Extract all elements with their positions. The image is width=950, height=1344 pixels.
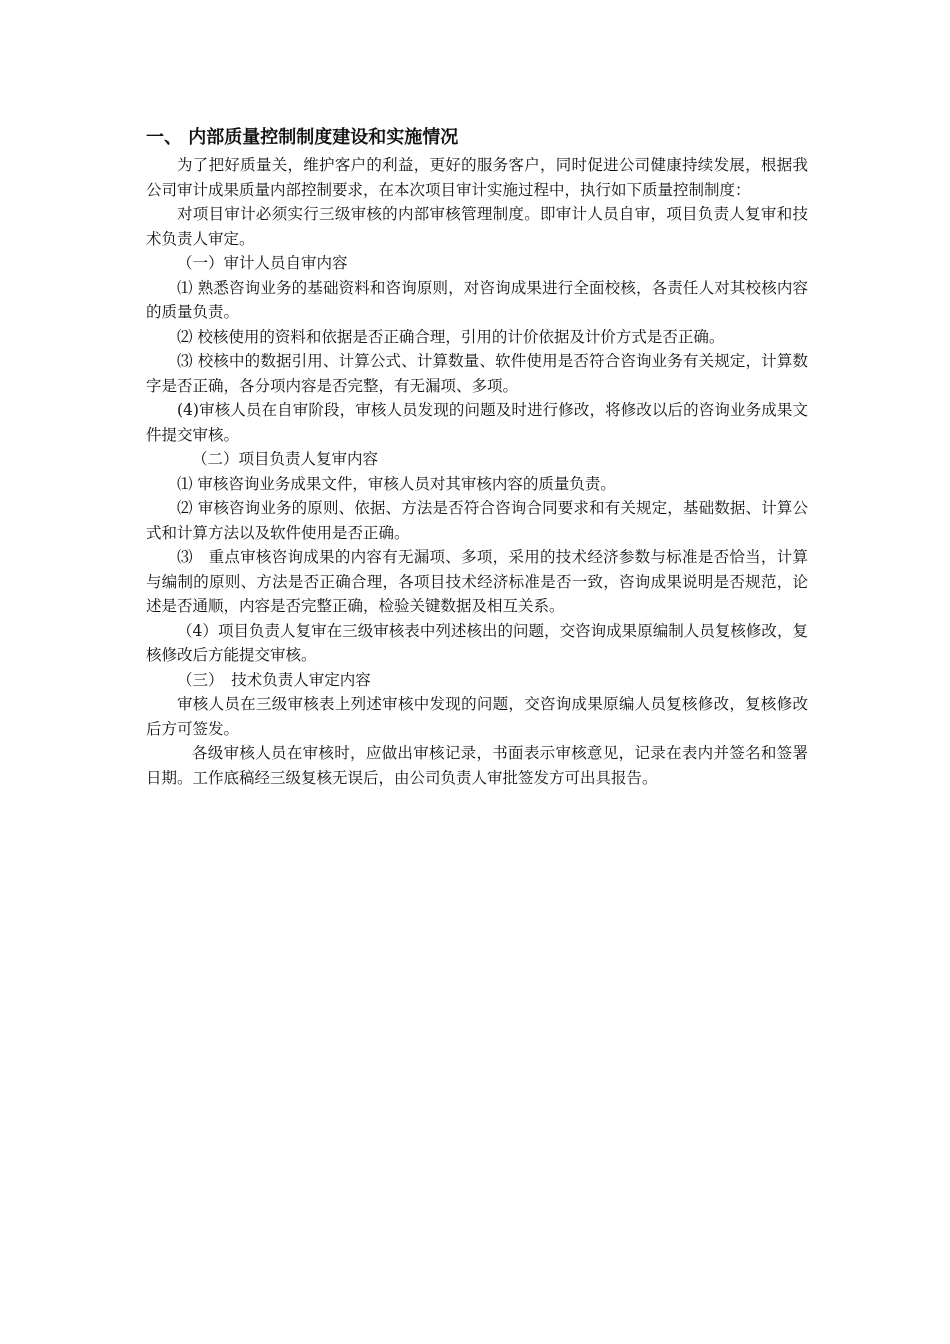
subheading-project-lead-review: （二）项目负责人复审内容 [192,450,379,468]
section-heading: 一、 内部质量控制制度建设和实施情况 [146,127,459,148]
subheading-tech-lead-approval: （三） 技术负责人审定内容 [177,670,371,689]
list-item-self-review-3: ⑶ 校核中的数据引用、计算公式、计算数量、软件使用是否符合咨询业务有关规定，计算数字是否正确，各分项内容是否完整，有无漏项、多项。 [146,352,808,395]
list-item-lead-review-1: ⑴ 审核咨询业务成果文件，审核人员对其审核内容的质量负责。 [177,474,616,493]
paragraph-tech-lead-approval: 审核人员在三级审核表上列述审核中发现的问题，交咨询成果原编人员复核修改，复核修改后方可签发。 [146,695,808,738]
paragraph-review-records: 各级审核人员在审核时，应做出审核记录，书面表示审核意见，记录在表内并签名和签署日期。工作底稿经三级复核无误后，由公司负责人审批签发方可出具报告。 [146,744,808,787]
list-item-lead-review-3: ⑶ 重点审核咨询成果的内容有无漏项、多项，采用的技术经济参数与标准是否恰当，计算与编制的原则、方法是否正确合理，各项目技术经济标准是否一致，咨询成果说明是否规范，论述是否通顺，内容是否完整正确，检验关键数据及相互关系。 [146,548,808,615]
list-item-lead-review-2: ⑵ 审核咨询业务的原则、依据、方法是否符合咨询合同要求和有关规定，基础数据、计算公式和计算方法以及软件使用是否正确。 [146,499,808,542]
paragraph-intro: 为了把好质量关，维护客户的利益，更好的服务客户，同时促进公司健康持续发展，根据我公司审计成果质量内部控制要求，在本次项目审计实施过程中，执行如下质量控制制度： [146,156,808,199]
paragraph-three-level-review: 对项目审计必须实行三级审核的内部审核管理制度。即审计人员自审，项目负责人复审和技术负责人审定。 [146,205,808,248]
subheading-self-review: （一）审计人员自审内容 [177,254,348,272]
list-item-lead-review-4: （4）项目负责人复审在三级审核表中列述核出的问题，交咨询成果原编制人员复核修改，复核修改后方能提交审核。 [146,621,808,664]
list-item-self-review-4: (4)审核人员在自审阶段，审核人员发现的问题及时进行修改，将修改以后的咨询业务成果文件提交审核。 [146,401,808,444]
document-page [146,123,808,790]
list-item-self-review-2: ⑵ 校核使用的资料和依据是否正确合理，引用的计价依据及计价方式是否正确。 [177,327,725,346]
list-item-self-review-1: ⑴ 熟悉咨询业务的基础资料和咨询原则，对咨询成果进行全面校核，各责任人对其校核内容的质量负责。 [146,278,808,321]
